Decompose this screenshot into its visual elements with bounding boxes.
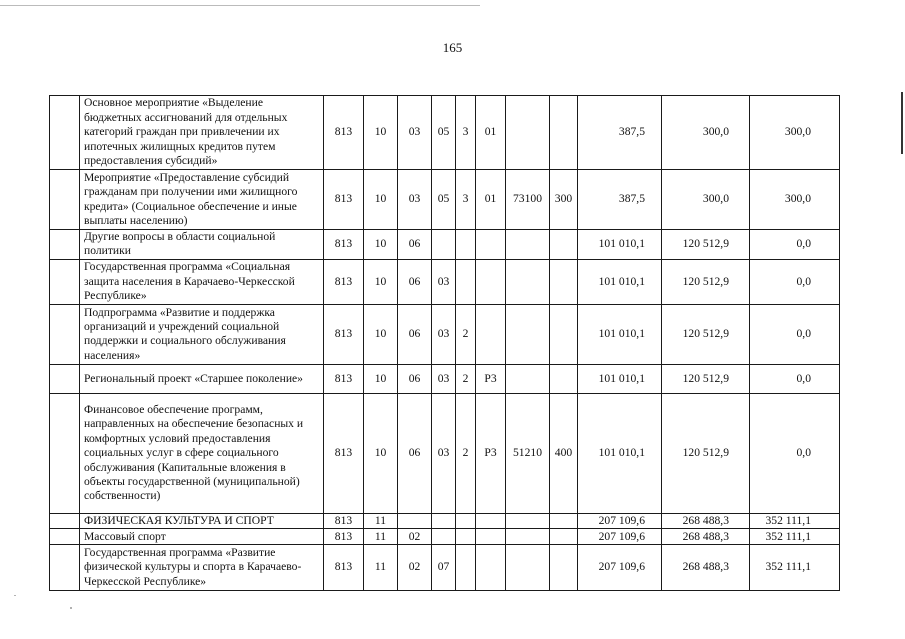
- code-ministry: 813: [324, 170, 364, 230]
- code-subprogram: [456, 528, 476, 544]
- amount-year-3: 300,0: [750, 96, 840, 170]
- code-ministry: 813: [324, 513, 364, 528]
- code-expense-type: [550, 259, 578, 304]
- row-marker-cell: [50, 170, 80, 230]
- code-subsection: [398, 513, 432, 528]
- item-name: Региональный проект «Старшее поколение»: [80, 364, 324, 393]
- amount-year-2: 300,0: [662, 96, 750, 170]
- row-marker-cell: [50, 304, 80, 364]
- code-activity: 01: [476, 96, 506, 170]
- code-activity: [476, 544, 506, 590]
- code-activity: [476, 230, 506, 260]
- scan-dot: [70, 607, 72, 609]
- budget-table: [49, 95, 840, 591]
- code-subsection: 06: [398, 230, 432, 260]
- amount-year-2: 300,0: [662, 170, 750, 230]
- amount-year-2: 268 488,3: [662, 513, 750, 528]
- amount-year-3: 352 111,1: [750, 513, 840, 528]
- row-marker-cell: [50, 259, 80, 304]
- amount-year-1: 387,5: [578, 96, 662, 170]
- amount-year-3: 352 111,1: [750, 528, 840, 544]
- row-marker-cell: [50, 544, 80, 590]
- amount-year-1: 207 109,6: [578, 513, 662, 528]
- page-number: 165: [442, 40, 463, 55]
- code-section: 10: [364, 96, 398, 170]
- code-subsection: 03: [398, 96, 432, 170]
- code-ministry: 813: [324, 304, 364, 364]
- code-subsection: 06: [398, 393, 432, 513]
- amount-year-2: 120 512,9: [662, 259, 750, 304]
- code-direction: [506, 230, 550, 260]
- code-ministry: 813: [324, 528, 364, 544]
- code-subsection: 02: [398, 544, 432, 590]
- code-direction: [506, 544, 550, 590]
- amount-year-2: 120 512,9: [662, 393, 750, 513]
- scan-dot: [14, 595, 16, 596]
- table-row: [50, 96, 840, 170]
- code-section: 11: [364, 513, 398, 528]
- code-program: 03: [432, 304, 456, 364]
- row-marker-cell: [50, 393, 80, 513]
- table-row: [50, 513, 840, 528]
- top-edge-rule: [0, 5, 480, 6]
- code-subprogram: [456, 230, 476, 260]
- code-expense-type: 400: [550, 393, 578, 513]
- code-subprogram: 3: [456, 170, 476, 230]
- code-direction: 51210: [506, 393, 550, 513]
- amount-year-1: 207 109,6: [578, 528, 662, 544]
- code-program: 03: [432, 259, 456, 304]
- item-name: ФИЗИЧЕСКАЯ КУЛЬТУРА И СПОРТ: [80, 513, 324, 528]
- amount-year-2: 268 488,3: [662, 528, 750, 544]
- code-expense-type: [550, 304, 578, 364]
- code-direction: [506, 528, 550, 544]
- code-activity: [476, 304, 506, 364]
- code-program: 03: [432, 364, 456, 393]
- code-expense-type: [550, 544, 578, 590]
- amount-year-1: 207 109,6: [578, 544, 662, 590]
- amount-year-1: 101 010,1: [578, 230, 662, 260]
- code-direction: [506, 513, 550, 528]
- code-subsection: 06: [398, 364, 432, 393]
- scan-edge-mark: [901, 92, 903, 154]
- table-row: [50, 170, 840, 230]
- row-marker-cell: [50, 364, 80, 393]
- code-ministry: 813: [324, 544, 364, 590]
- code-ministry: 813: [324, 393, 364, 513]
- code-ministry: 813: [324, 96, 364, 170]
- item-name: Массовый спорт: [80, 528, 324, 544]
- code-subsection: 06: [398, 304, 432, 364]
- code-activity: [476, 528, 506, 544]
- code-program: 07: [432, 544, 456, 590]
- code-expense-type: [550, 364, 578, 393]
- amount-year-1: 387,5: [578, 170, 662, 230]
- item-name: Государственная программа «Развитие физической культуры и спорта в Карачаево-Черкесской Республике»: [80, 544, 324, 590]
- code-subprogram: [456, 513, 476, 528]
- code-program: [432, 528, 456, 544]
- row-marker-cell: [50, 96, 80, 170]
- code-subprogram: 2: [456, 364, 476, 393]
- amount-year-1: 101 010,1: [578, 304, 662, 364]
- code-activity: P3: [476, 393, 506, 513]
- code-subprogram: 2: [456, 304, 476, 364]
- amount-year-3: 0,0: [750, 259, 840, 304]
- item-name: Мероприятие «Предоставление субсидий гражданам при получении ими жилищного кредита» (Социальное обеспечение и иные выплаты населению): [80, 170, 324, 230]
- table-row: [50, 393, 840, 513]
- code-expense-type: [550, 230, 578, 260]
- code-direction: [506, 304, 550, 364]
- amount-year-3: 0,0: [750, 304, 840, 364]
- code-program: [432, 513, 456, 528]
- item-name: Государственная программа «Социальная защита населения в Карачаево-Черкесской Республике»: [80, 259, 324, 304]
- code-program: 05: [432, 170, 456, 230]
- code-section: 11: [364, 544, 398, 590]
- code-program: [432, 230, 456, 260]
- amount-year-2: 120 512,9: [662, 304, 750, 364]
- amount-year-3: 0,0: [750, 230, 840, 260]
- code-ministry: 813: [324, 364, 364, 393]
- item-name: Другие вопросы в области социальной политики: [80, 230, 324, 260]
- code-section: 11: [364, 528, 398, 544]
- amount-year-1: 101 010,1: [578, 393, 662, 513]
- amount-year-3: 352 111,1: [750, 544, 840, 590]
- row-marker-cell: [50, 528, 80, 544]
- code-subsection: 03: [398, 170, 432, 230]
- code-subsection: 02: [398, 528, 432, 544]
- code-activity: [476, 259, 506, 304]
- code-direction: [506, 259, 550, 304]
- code-program: 03: [432, 393, 456, 513]
- amount-year-1: 101 010,1: [578, 259, 662, 304]
- code-subprogram: [456, 544, 476, 590]
- code-ministry: 813: [324, 259, 364, 304]
- row-marker-cell: [50, 230, 80, 260]
- code-expense-type: [550, 96, 578, 170]
- amount-year-3: 0,0: [750, 364, 840, 393]
- amount-year-3: 0,0: [750, 393, 840, 513]
- amount-year-3: 300,0: [750, 170, 840, 230]
- code-section: 10: [364, 259, 398, 304]
- table-row: [50, 230, 840, 260]
- code-section: 10: [364, 393, 398, 513]
- code-section: 10: [364, 230, 398, 260]
- code-expense-type: [550, 528, 578, 544]
- code-ministry: 813: [324, 230, 364, 260]
- row-marker-cell: [50, 513, 80, 528]
- table-row: [50, 304, 840, 364]
- amount-year-2: 268 488,3: [662, 544, 750, 590]
- code-direction: 73100: [506, 170, 550, 230]
- code-activity: P3: [476, 364, 506, 393]
- code-expense-type: [550, 513, 578, 528]
- item-name: Подпрограмма «Развитие и поддержка организаций и учреждений социальной поддержки и социального обслуживания населения»: [80, 304, 324, 364]
- table-row: [50, 259, 840, 304]
- code-subprogram: 3: [456, 96, 476, 170]
- code-subsection: 06: [398, 259, 432, 304]
- code-activity: [476, 513, 506, 528]
- table-row: [50, 544, 840, 590]
- amount-year-2: 120 512,9: [662, 364, 750, 393]
- item-name: Основное мероприятие «Выделение бюджетных ассигнований для отдельных категорий граждан при привлечении их ипотечных жилищных кредитов путем предоставления субсидий»: [80, 96, 324, 170]
- code-subprogram: 2: [456, 393, 476, 513]
- amount-year-2: 120 512,9: [662, 230, 750, 260]
- code-program: 05: [432, 96, 456, 170]
- code-expense-type: 300: [550, 170, 578, 230]
- item-name: Финансовое обеспечение программ, направленных на обеспечение безопасных и комфортных условий предоставления социальных услуг в сфере социального обслуживания (Капитальные вложения в объекты государственной (муниципальной) собственности): [80, 393, 324, 513]
- table-row: [50, 364, 840, 393]
- code-section: 10: [364, 364, 398, 393]
- amount-year-1: 101 010,1: [578, 364, 662, 393]
- code-direction: [506, 96, 550, 170]
- code-direction: [506, 364, 550, 393]
- code-activity: 01: [476, 170, 506, 230]
- table-row: [50, 528, 840, 544]
- code-section: 10: [364, 304, 398, 364]
- code-section: 10: [364, 170, 398, 230]
- code-subprogram: [456, 259, 476, 304]
